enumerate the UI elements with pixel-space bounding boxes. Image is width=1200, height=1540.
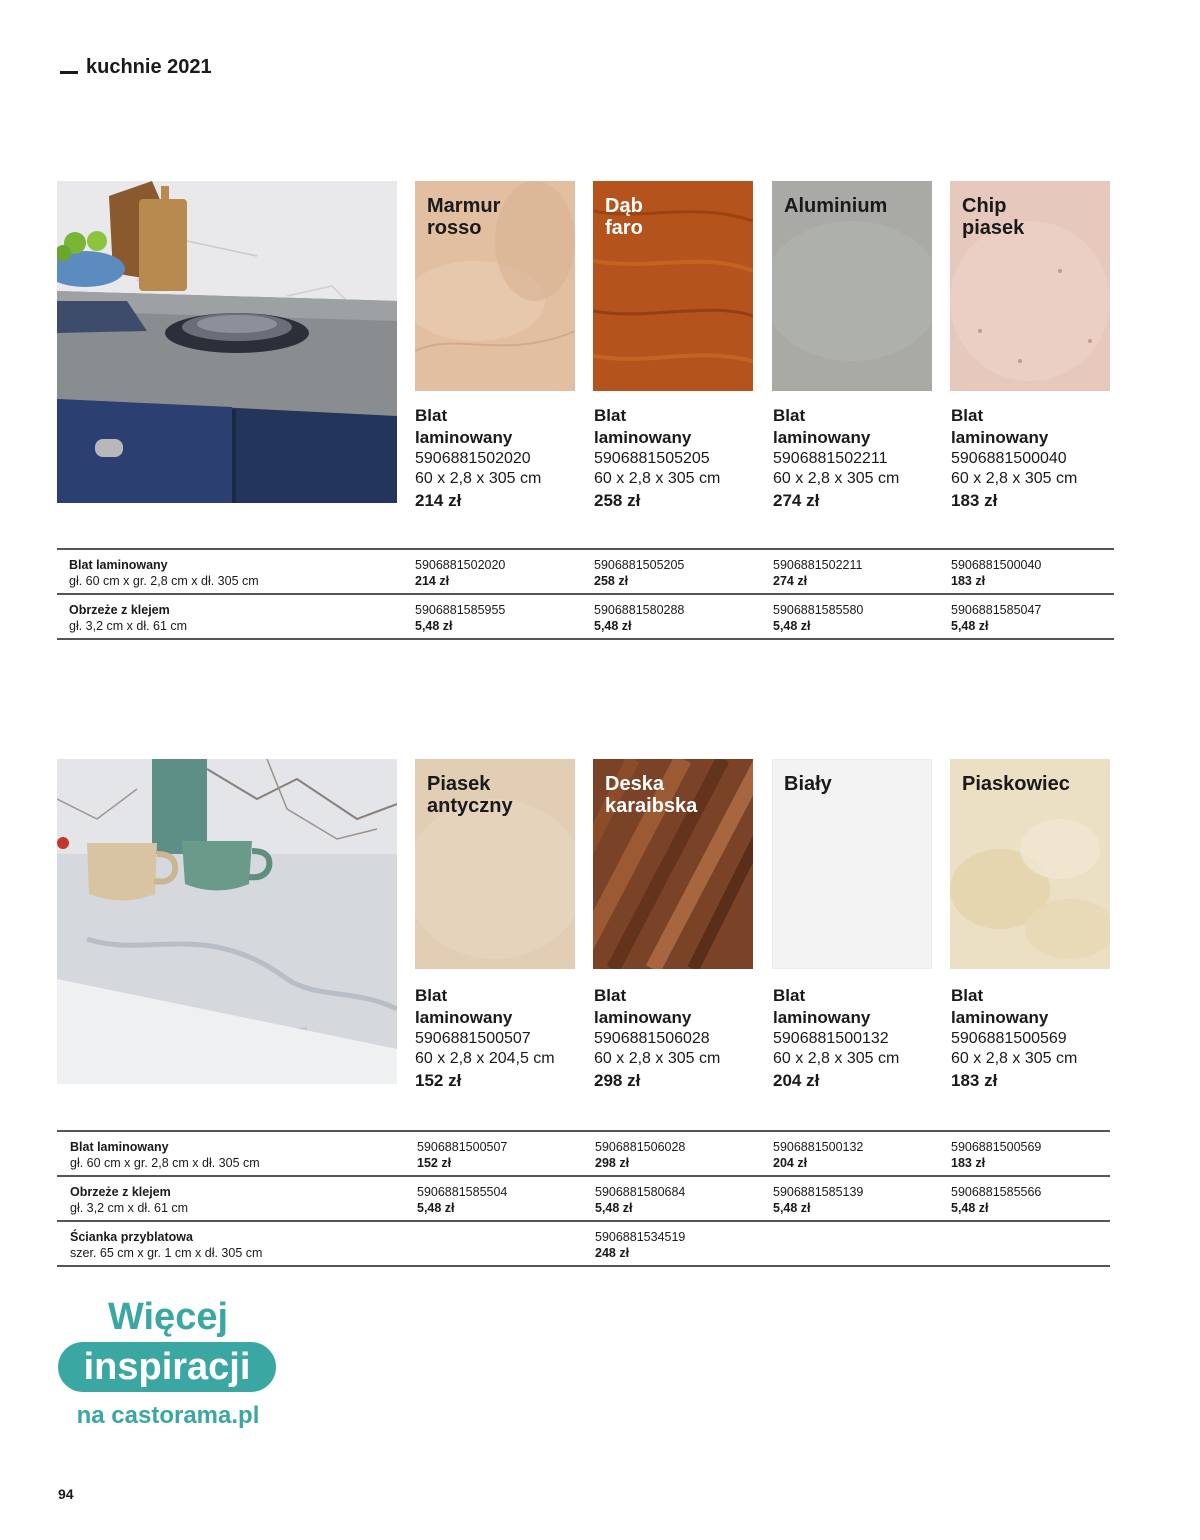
cell-ean: 5906881502020 [415,558,506,572]
product-price: 183 zł [951,1071,998,1090]
page-number: 94 [58,1486,74,1502]
product-info [951,405,1121,511]
cell-price: 5,48 zł [951,1201,989,1215]
swatch-name: Piasek antyczny [427,773,513,817]
product-name: Blat laminowany [773,406,871,447]
product-size: 60 x 2,8 x 305 cm [773,470,900,487]
promo-link[interactable]: na castorama.pl [76,1402,260,1429]
cell-ean: 5906881580288 [594,603,685,617]
row-label: Blat laminowany [70,1140,169,1154]
cell-price: 183 zł [951,1156,986,1170]
product-ean: 5906881506028 [594,1030,710,1047]
table-row [57,1131,1110,1176]
cell-ean: 5906881500040 [951,558,1042,572]
product-ean: 5906881505205 [594,450,710,467]
cell-ean: 5906881585566 [951,1185,1042,1199]
swatch-name: Aluminium [784,195,888,217]
row-spec: gł. 60 cm x gr. 2,8 cm x dł. 305 cm [69,574,259,588]
cell-ean: 5906881585047 [951,603,1042,617]
page-title: kuchnie 2021 [86,56,212,78]
product-name: Blat laminowany [415,986,513,1027]
product-size: 60 x 2,8 x 305 cm [951,470,1078,487]
product-name: Blat laminowany [951,406,1049,447]
cell-price: 5,48 zł [594,619,632,633]
cell-price: 5,48 zł [773,619,811,633]
cell-ean: 5906881585504 [417,1185,508,1199]
product-info [773,405,943,511]
cell-price: 152 zł [417,1156,452,1170]
cell-price: 183 zł [951,574,986,588]
cell-price: 204 zł [773,1156,808,1170]
product-price: 204 zł [773,1071,820,1090]
cell-ean: 5906881580684 [595,1185,686,1199]
row-spec: gł. 3,2 cm x dł. 61 cm [70,1201,189,1215]
cell-price: 214 zł [415,574,450,588]
cell-ean: 5906881506028 [595,1140,686,1154]
cell-price: 5,48 zł [595,1201,633,1215]
cell-ean: 5906881500132 [773,1140,864,1154]
swatch-deska-karaibska [593,759,753,969]
product-ean: 5906881500507 [415,1030,531,1047]
swatch-chip-piasek [950,181,1110,391]
product-price: 298 zł [594,1071,641,1090]
header-dash [60,71,78,74]
table-row [57,1221,1110,1266]
product-name: Blat laminowany [415,406,513,447]
row-label: Ścianka przyblatowa [70,1230,193,1244]
promo-line-1: Więcej [107,1296,229,1338]
product-name: Blat laminowany [773,986,871,1027]
product-price: 152 zł [415,1071,462,1090]
product-name: Blat laminowany [594,986,692,1027]
product-size: 60 x 2,8 x 305 cm [594,1050,721,1067]
kitchen-photo-marble-countertop [57,759,397,1084]
cell-ean: 5906881585580 [773,603,864,617]
cell-ean: 5906881500569 [951,1140,1042,1154]
kitchen-photo-dark-countertop [57,181,397,503]
row-label: Blat laminowany [69,558,168,572]
swatch-name: Marmur rosso [427,195,501,239]
swatch-marmur-rosso [415,181,575,391]
table-row [57,1176,1110,1221]
product-ean: 5906881500040 [951,450,1067,467]
product-ean: 5906881500132 [773,1030,889,1047]
page-header [60,56,212,79]
cell-price: 258 zł [594,574,629,588]
promo-more-inspiration[interactable] [58,1296,278,1430]
product-info [594,405,764,511]
swatch-name: Dąb faro [605,195,643,239]
cell-price: 298 zł [595,1156,630,1170]
product-size: 60 x 2,8 x 305 cm [415,470,542,487]
row-spec: gł. 60 cm x gr. 2,8 cm x dł. 305 cm [70,1156,260,1170]
product-price: 183 zł [951,491,998,510]
product-info [415,405,585,511]
swatch-aluminium [772,181,932,391]
swatch-dab-faro [593,181,753,391]
cell-price: 5,48 zł [951,619,989,633]
swatch-piasek-antyczny [415,759,575,969]
product-info [415,985,585,1091]
product-name: Blat laminowany [594,406,692,447]
product-name: Blat laminowany [951,986,1049,1027]
product-info [773,985,943,1091]
cell-price: 5,48 zł [415,619,453,633]
product-ean: 5906881502020 [415,450,531,467]
cell-ean: 5906881500507 [417,1140,508,1154]
product-price: 274 zł [773,491,820,510]
product-info [594,985,764,1091]
product-size: 60 x 2,8 x 305 cm [773,1050,900,1067]
product-price: 214 zł [415,491,462,510]
product-size: 60 x 2,8 x 305 cm [951,1050,1078,1067]
swatch-name: Deska karaibska [605,773,698,817]
cell-ean: 5906881585955 [415,603,506,617]
table-row [57,594,1114,639]
cell-price: 248 zł [595,1246,630,1260]
promo-line-2-pill: inspiracji [58,1342,276,1392]
cell-price: 5,48 zł [417,1201,455,1215]
cell-ean: 5906881505205 [594,558,685,572]
spec-table-1 [57,548,1114,640]
cell-ean: 5906881502211 [773,558,863,572]
swatch-bialy [772,759,932,969]
row-label: Obrzeże z klejem [69,603,170,617]
row-spec: gł. 3,2 cm x dł. 61 cm [69,619,188,633]
product-size: 60 x 2,8 x 204,5 cm [415,1050,555,1067]
cell-ean: 5906881585139 [773,1185,864,1199]
cell-price: 5,48 zł [773,1201,811,1215]
swatch-name: Biały [784,773,832,795]
cell-price: 274 zł [773,574,808,588]
swatch-name: Piaskowiec [962,773,1070,795]
product-ean: 5906881502211 [773,450,888,467]
table-row [57,549,1114,594]
row-label: Obrzeże z klejem [70,1185,171,1199]
product-size: 60 x 2,8 x 305 cm [594,470,721,487]
product-info [951,985,1121,1091]
product-ean: 5906881500569 [951,1030,1067,1047]
swatch-name: Chip piasek [962,195,1025,239]
spec-table-2 [57,1130,1110,1267]
cell-ean: 5906881534519 [595,1230,686,1244]
product-price: 258 zł [594,491,641,510]
row-spec: szer. 65 cm x gr. 1 cm x dł. 305 cm [70,1246,263,1260]
swatch-piaskowiec [950,759,1110,969]
